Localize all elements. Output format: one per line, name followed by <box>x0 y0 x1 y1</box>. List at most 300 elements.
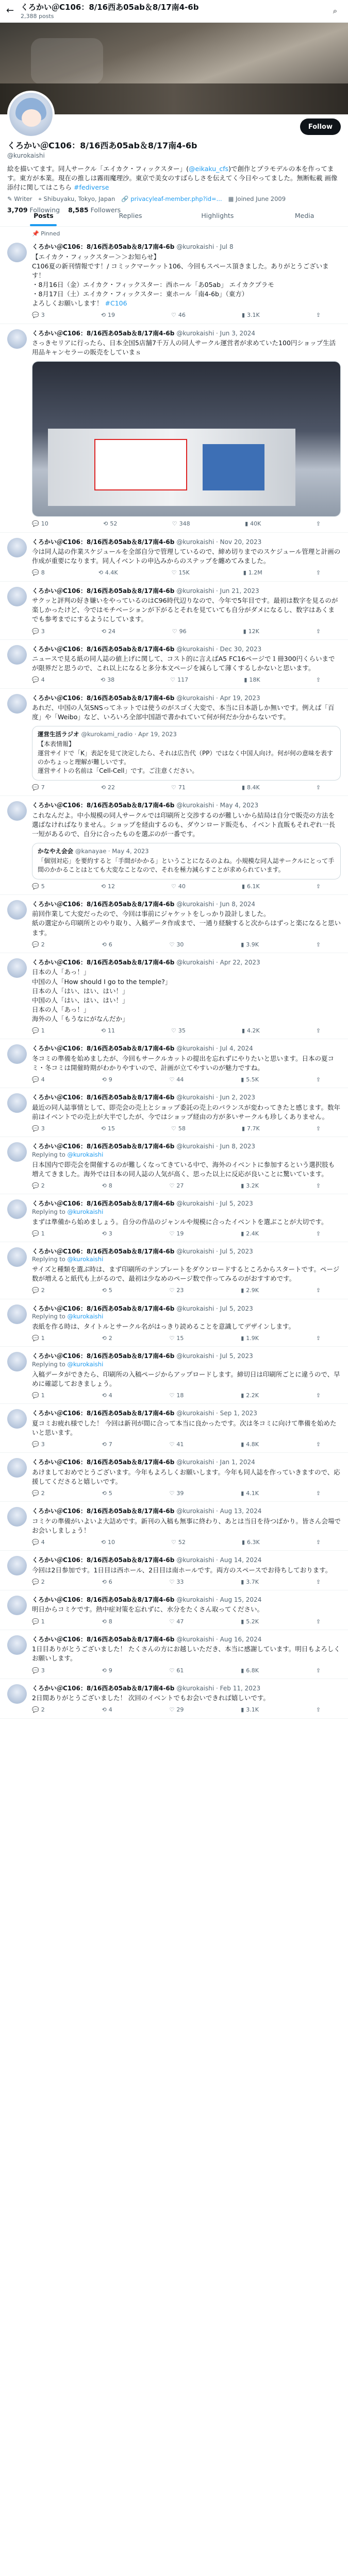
tweet-avatar[interactable] <box>7 1635 27 1655</box>
tweet-avatar[interactable] <box>7 1684 27 1704</box>
reply-button[interactable] <box>32 628 45 635</box>
tweet-text: 【エイカク・フィックスター＞＞お知らせ】 C106夏の新刊情報です！/ コミックマーケット106、今回もスペース頂きました。ありがとうございます！ ・8月16日（金）エイカク・フィックスター：西ホール「あ05ab」 エイカクプラモ ・8月17日（土）エイカク・フィックスター：東ホール「南4-6b」（東方） よろしくお願いします！ #C106 <box>32 252 329 308</box>
tweet-header <box>32 645 341 654</box>
reply-button[interactable] <box>32 883 45 890</box>
tweet-header <box>32 587 341 596</box>
like-button[interactable] <box>171 883 186 890</box>
views-button[interactable] <box>241 1230 259 1238</box>
views-button[interactable] <box>243 569 262 577</box>
retweet-button[interactable] <box>101 1125 115 1132</box>
tweet-handle-date: @kurokaishi · Jul 5, 2023 <box>176 1352 253 1360</box>
views-button[interactable] <box>241 941 259 948</box>
retweet-button[interactable] <box>102 941 112 948</box>
views-button[interactable] <box>242 1538 260 1546</box>
quoted-tweet[interactable] <box>32 843 341 879</box>
views-button[interactable] <box>241 1706 259 1714</box>
heart-icon: ♡ <box>172 628 177 635</box>
like-button[interactable] <box>171 1538 186 1546</box>
tweet-author-name[interactable]: くろかい＠C106：8/16西あ05ab＆8/17南4-6b <box>32 1094 175 1101</box>
retweet-button[interactable] <box>102 1230 112 1238</box>
share-button[interactable] <box>316 1667 321 1674</box>
views-button[interactable] <box>241 1392 259 1399</box>
reply-button[interactable] <box>32 311 45 319</box>
reply-button[interactable] <box>32 1334 45 1342</box>
share-button[interactable] <box>316 628 321 635</box>
tweet-handle-date: @kurokaishi · Jan 1, 2024 <box>176 1459 255 1466</box>
like-count: 47 <box>176 1618 184 1625</box>
tweet-body <box>32 1352 341 1399</box>
retweet-button[interactable] <box>103 520 117 528</box>
retweet-button[interactable] <box>98 569 118 577</box>
views-button[interactable] <box>243 628 259 635</box>
share-button[interactable] <box>316 1489 321 1497</box>
tweet-handle-date: @kurokaishi · Jun 2, 2023 <box>176 1094 256 1101</box>
retweet-button[interactable] <box>102 1392 112 1399</box>
like-button[interactable] <box>170 1286 184 1294</box>
chart-icon: ▮ <box>241 784 245 791</box>
tweet-handle-date: @kurokaishi · May 4, 2023 <box>176 802 259 809</box>
tweet-avatar[interactable] <box>7 243 27 262</box>
reply-button[interactable] <box>32 1706 45 1714</box>
profession-label: ✎ Writer <box>7 195 32 202</box>
tweet-author-name[interactable]: くろかい＠C106：8/16西あ05ab＆8/17南4-6b <box>32 1304 175 1312</box>
like-button[interactable] <box>170 1392 184 1399</box>
tweet[interactable] <box>0 1137 348 1194</box>
tweet-author-name[interactable]: くろかい＠C106：8/16西あ05ab＆8/17南4-6b <box>32 1045 175 1053</box>
like-count: 18 <box>176 1392 184 1399</box>
share-button[interactable] <box>316 1706 321 1714</box>
views-button[interactable] <box>241 1182 259 1190</box>
tweet[interactable] <box>0 1502 348 1551</box>
tweet[interactable] <box>0 1551 348 1590</box>
views-count: 3.9K <box>246 941 259 948</box>
retweet-button[interactable] <box>101 311 115 319</box>
retweet-count: 5 <box>108 1287 112 1294</box>
tab-media[interactable]: Media <box>294 211 314 219</box>
views-count: 2.4K <box>246 1230 259 1237</box>
views-count: 8.4K <box>247 784 260 791</box>
tweet[interactable] <box>0 1347 348 1404</box>
tab-highlights[interactable]: Highlights <box>201 211 234 219</box>
like-button[interactable] <box>171 1125 186 1132</box>
like-button[interactable] <box>170 1230 184 1238</box>
views-count: 2.2K <box>246 1392 259 1399</box>
tweet-author-name[interactable]: くろかい＠C106：8/16西あ05ab＆8/17南4-6b <box>32 243 175 251</box>
tweet-author-name[interactable]: くろかい＠C106：8/16西あ05ab＆8/17南4-6b <box>32 694 175 702</box>
tweet-avatar[interactable] <box>7 645 27 665</box>
share-button[interactable] <box>316 311 321 319</box>
tweet[interactable] <box>0 1039 348 1088</box>
tweet-avatar[interactable] <box>7 1044 27 1064</box>
tweet[interactable] <box>0 1590 348 1630</box>
reply-button[interactable] <box>32 1027 45 1035</box>
retweet-count: 10 <box>107 1538 115 1546</box>
like-button[interactable] <box>170 1489 184 1497</box>
views-button[interactable] <box>245 520 261 528</box>
retweet-count: 12 <box>107 883 115 890</box>
reply-button[interactable] <box>32 569 45 577</box>
views-count: 3.7K <box>246 1578 259 1585</box>
tweet[interactable] <box>0 895 348 953</box>
retweet-count: 3 <box>108 1230 112 1237</box>
reply-icon: 💬 <box>32 569 39 577</box>
heart-icon: ♡ <box>172 520 177 528</box>
quoted-tweet[interactable] <box>32 726 341 780</box>
tweet[interactable] <box>0 796 348 895</box>
tweet-author-name[interactable]: くろかい＠C106：8/16西あ05ab＆8/17南4-6b <box>32 538 175 546</box>
tweet-author-name[interactable]: くろかい＠C106：8/16西あ05ab＆8/17南4-6b <box>32 1684 175 1692</box>
views-button[interactable] <box>241 1334 259 1342</box>
tweet[interactable] <box>0 1194 348 1242</box>
reply-button[interactable] <box>32 1230 45 1238</box>
tweet-avatar[interactable] <box>7 801 27 821</box>
tweet[interactable] <box>0 640 348 689</box>
views-button[interactable] <box>241 1489 259 1497</box>
views-button[interactable] <box>242 1125 260 1132</box>
views-count: 6.3K <box>247 1538 260 1546</box>
tweet-avatar[interactable] <box>7 1304 27 1324</box>
share-button[interactable] <box>316 676 321 684</box>
tweet[interactable] <box>0 1404 348 1453</box>
tweet-avatar[interactable] <box>7 1458 27 1478</box>
views-count: 7.7K <box>247 1125 260 1132</box>
tweet[interactable] <box>0 533 348 582</box>
tweet-actions <box>32 1706 321 1714</box>
tweet-body <box>32 1556 341 1586</box>
tweet-avatar[interactable] <box>7 958 27 978</box>
reply-count: 2 <box>41 1706 45 1714</box>
tweet-actions <box>32 1182 321 1190</box>
retweet-button[interactable] <box>102 1578 112 1586</box>
share-button[interactable] <box>316 1230 321 1238</box>
followers-count[interactable]: 8,585 Followers <box>68 206 121 214</box>
tweet-author-name[interactable]: くろかい＠C106：8/16西あ05ab＆8/17南4-6b <box>32 587 175 595</box>
tweet-author-name[interactable]: くろかい＠C106：8/16西あ05ab＆8/17南4-6b <box>32 1596 175 1603</box>
share-button[interactable] <box>316 1440 321 1448</box>
profile-info <box>7 140 341 214</box>
profile-avatar[interactable] <box>7 91 55 138</box>
reply-icon: 💬 <box>32 1706 39 1714</box>
tweet-avatar[interactable] <box>7 1093 27 1113</box>
tweet-avatar[interactable] <box>7 538 27 557</box>
profile-name: くろかい＠C106：8/16西あ05ab＆8/17南4-6b <box>7 141 197 150</box>
like-button[interactable] <box>170 1667 184 1674</box>
replying-to-handle[interactable]: @kurokaishi <box>67 1360 104 1368</box>
tweet[interactable] <box>0 582 348 640</box>
retweet-icon: ⟲ <box>102 1706 107 1714</box>
top-bar <box>0 0 348 23</box>
views-button[interactable] <box>242 1027 260 1035</box>
tweet-header <box>32 958 341 967</box>
heart-icon: ♡ <box>169 1578 175 1585</box>
tweet-actions <box>32 883 321 890</box>
tweet-header <box>32 1142 341 1151</box>
tweet-avatar[interactable] <box>7 1247 27 1267</box>
share-button[interactable] <box>316 1182 321 1190</box>
tweet-avatar[interactable] <box>7 900 27 920</box>
reply-button[interactable] <box>32 1578 45 1586</box>
tweet[interactable] <box>0 238 348 324</box>
tweet-photo[interactable] <box>32 361 341 517</box>
tab-posts[interactable]: Posts <box>0 205 87 226</box>
views-button[interactable] <box>241 1286 259 1294</box>
retweet-count: 15 <box>107 1125 115 1132</box>
share-button[interactable] <box>316 1538 321 1546</box>
like-button[interactable] <box>170 1618 184 1625</box>
profile-name-row <box>7 140 341 151</box>
like-button[interactable] <box>172 569 190 577</box>
tweet-header <box>32 1556 341 1565</box>
share-button[interactable] <box>316 941 321 948</box>
tweet-handle-date: @kurokaishi · Jul 5, 2023 <box>176 1200 253 1208</box>
tweet-body <box>32 1684 341 1714</box>
share-button[interactable] <box>316 1618 321 1625</box>
reply-button[interactable] <box>32 1076 45 1083</box>
reply-button[interactable] <box>32 520 48 528</box>
reply-button[interactable] <box>32 1489 45 1497</box>
like-button[interactable] <box>170 1706 184 1714</box>
tweet-actions <box>32 1538 321 1546</box>
like-button[interactable] <box>171 311 186 319</box>
share-icon: ⇪ <box>316 1230 321 1237</box>
tweet-author-name[interactable]: くろかい＠C106：8/16西あ05ab＆8/17南4-6b <box>32 900 175 908</box>
tweet-avatar[interactable] <box>7 1142 27 1162</box>
share-icon: ⇪ <box>316 676 321 684</box>
share-icon: ⇪ <box>316 1027 321 1035</box>
reply-button[interactable] <box>32 784 45 791</box>
tweet[interactable] <box>0 953 348 1039</box>
tweet-avatar[interactable] <box>7 694 27 714</box>
tweet[interactable] <box>0 1299 348 1347</box>
retweet-count: 4.4K <box>105 569 118 577</box>
views-button[interactable] <box>241 1440 259 1448</box>
reply-button[interactable] <box>32 676 45 684</box>
like-button[interactable] <box>170 1440 184 1448</box>
share-icon: ⇪ <box>316 520 321 528</box>
share-button[interactable] <box>316 1286 321 1294</box>
reply-button[interactable] <box>32 1618 45 1625</box>
profile-link[interactable]: 🔗 privacyleaf-member.php?id=... <box>121 195 222 202</box>
retweet-button[interactable] <box>101 1538 115 1546</box>
tweet-author-name[interactable]: くろかい＠C106：8/16西あ05ab＆8/17南4-6b <box>32 645 175 653</box>
retweet-button[interactable] <box>102 1286 112 1294</box>
retweet-button[interactable] <box>101 1027 115 1035</box>
views-button[interactable] <box>242 311 260 319</box>
tweet[interactable] <box>0 1679 348 1719</box>
retweet-button[interactable] <box>102 1489 112 1497</box>
share-button[interactable] <box>316 1334 321 1342</box>
share-button[interactable] <box>316 1027 321 1035</box>
chart-icon: ▮ <box>241 1618 244 1625</box>
replying-to-handle[interactable]: @kurokaishi <box>67 1150 104 1158</box>
like-button[interactable] <box>170 1182 184 1190</box>
tweet-actions <box>32 1286 321 1294</box>
back-arrow-icon[interactable]: ← <box>6 5 14 16</box>
share-icon: ⇪ <box>316 1618 321 1625</box>
tweet-author-name[interactable]: くろかい＠C106：8/16西あ05ab＆8/17南4-6b <box>32 1410 175 1417</box>
search-icon[interactable]: ⌕ <box>333 6 338 16</box>
retweet-button[interactable] <box>102 628 115 635</box>
tweet-author-name[interactable]: くろかい＠C106：8/16西あ05ab＆8/17南4-6b <box>32 1507 175 1515</box>
share-button[interactable] <box>316 883 321 890</box>
views-button[interactable] <box>244 676 260 684</box>
replying-to-handle[interactable]: @kurokaishi <box>67 1208 104 1215</box>
tweet-actions <box>32 1618 321 1625</box>
tweet-author-name[interactable]: くろかい＠C106：8/16西あ05ab＆8/17南4-6b <box>32 802 175 809</box>
reply-button[interactable] <box>32 1125 45 1132</box>
tweet-handle-date: @kurokaishi · Apr 19, 2023 <box>176 694 260 702</box>
share-icon: ⇪ <box>316 1578 321 1585</box>
like-button[interactable] <box>171 784 186 791</box>
tweet-author-name[interactable]: くろかい＠C106：8/16西あ05ab＆8/17南4-6b <box>32 1352 175 1360</box>
retweet-icon: ⟲ <box>102 941 107 948</box>
tweet-actions <box>32 1440 321 1448</box>
tweet-author-name[interactable]: くろかい＠C106：8/16西あ05ab＆8/17南4-6b <box>32 329 175 337</box>
reply-button[interactable] <box>32 1440 45 1448</box>
retweet-button[interactable] <box>102 1667 112 1674</box>
bio-mention-link[interactable]: @eikaku_cfs <box>189 164 229 173</box>
reply-icon: 💬 <box>32 1335 39 1342</box>
reply-count: 8 <box>41 569 45 577</box>
reply-icon: 💬 <box>32 1230 39 1237</box>
views-button[interactable] <box>241 1618 259 1625</box>
reply-icon: 💬 <box>32 1489 39 1497</box>
reply-count: 1 <box>41 1335 45 1342</box>
like-button[interactable] <box>170 676 188 684</box>
retweet-icon: ⟲ <box>101 312 106 319</box>
tweet-header <box>32 1409 341 1418</box>
like-button[interactable] <box>170 1334 184 1342</box>
share-button[interactable] <box>316 1076 321 1083</box>
tweet-avatar[interactable] <box>7 1507 27 1527</box>
views-button[interactable] <box>242 784 260 791</box>
tweet-avatar[interactable] <box>7 1199 27 1219</box>
tweet[interactable] <box>0 1453 348 1502</box>
bio-hashtag[interactable]: #fediverse <box>74 183 109 191</box>
tweet[interactable] <box>0 1630 348 1679</box>
share-button[interactable] <box>316 1392 321 1399</box>
like-button[interactable] <box>170 941 184 948</box>
tweet-author-name[interactable]: くろかい＠C106：8/16西あ05ab＆8/17南4-6b <box>32 1247 175 1255</box>
views-button[interactable] <box>242 883 260 890</box>
follow-button[interactable]: Follow <box>300 118 341 135</box>
tweet-text: 夏コミお疲れ様でした！ 今回は新刊が間に合って本当に良かったです。次は冬コミに向けて準備を始めたいと思います。 <box>32 1419 337 1436</box>
like-count: 52 <box>178 1538 186 1546</box>
retweet-count: 4 <box>108 1392 112 1399</box>
tweet-body <box>32 958 341 1035</box>
tweet-avatar[interactable] <box>7 1556 27 1575</box>
like-button[interactable] <box>170 1578 184 1586</box>
replying-to-handle[interactable]: @kurokaishi <box>67 1256 104 1263</box>
tweet[interactable] <box>0 324 348 533</box>
tweet-body <box>32 1596 341 1625</box>
heart-icon: ♡ <box>171 1027 176 1035</box>
retweet-button[interactable] <box>102 1618 112 1625</box>
tweet-author-name[interactable]: くろかい＠C106：8/16西あ05ab＆8/17南4-6b <box>32 1459 175 1466</box>
tab-replies[interactable]: Replies <box>119 211 142 219</box>
views-button[interactable] <box>241 1578 259 1586</box>
reply-button[interactable] <box>32 1538 45 1546</box>
share-button[interactable] <box>316 1125 321 1132</box>
like-button[interactable] <box>171 1027 186 1035</box>
tweet-handle-date: @kurokaishi · Aug 15, 2024 <box>176 1596 262 1603</box>
tweet-actions <box>32 1125 321 1132</box>
reply-button[interactable] <box>32 941 45 948</box>
retweet-button[interactable] <box>102 1076 112 1083</box>
retweet-button[interactable] <box>102 1440 112 1448</box>
tweet-avatar[interactable] <box>7 587 27 606</box>
share-button[interactable] <box>316 784 321 791</box>
reply-count: 2 <box>41 1489 45 1497</box>
tweet[interactable] <box>0 1088 348 1137</box>
like-count: 44 <box>176 1076 184 1083</box>
tweet[interactable] <box>0 689 348 796</box>
reply-count: 1 <box>41 1392 45 1399</box>
retweet-button[interactable] <box>102 1334 112 1342</box>
like-count: 23 <box>176 1287 184 1294</box>
tweet-avatar[interactable] <box>7 329 27 349</box>
share-button[interactable] <box>316 520 321 528</box>
reply-count: 1 <box>41 1618 45 1625</box>
reply-icon: 💬 <box>32 941 39 948</box>
retweet-button[interactable] <box>102 1182 112 1190</box>
views-button[interactable] <box>241 1076 259 1083</box>
like-button[interactable] <box>172 520 190 528</box>
share-button[interactable] <box>316 569 321 577</box>
views-button[interactable] <box>241 1667 259 1674</box>
tweet-text: 1日目ありがとうございました！ たくさんの方にお越しいただき、本当に感謝しています。明日もよろしくお願いします。 <box>32 1645 340 1663</box>
tweet-author-name[interactable]: くろかい＠C106：8/16西あ05ab＆8/17南4-6b <box>32 1200 175 1208</box>
reply-button[interactable] <box>32 1182 45 1190</box>
retweet-button[interactable] <box>101 676 114 684</box>
tweet[interactable] <box>0 1242 348 1299</box>
share-button[interactable] <box>316 1578 321 1586</box>
like-button[interactable] <box>172 628 187 635</box>
retweet-icon: ⟲ <box>102 1618 107 1625</box>
reply-count: 2 <box>41 1578 45 1585</box>
tweet-author-name[interactable]: くろかい＠C106：8/16西あ05ab＆8/17南4-6b <box>32 1143 175 1150</box>
tweet-actions <box>32 569 321 577</box>
replying-to-handle[interactable]: @kurokaishi <box>67 1313 104 1320</box>
reply-button[interactable] <box>32 1286 45 1294</box>
replying-to: Replying to @kurokaishi <box>32 1360 104 1368</box>
tweet-author-name[interactable]: くろかい＠C106：8/16西あ05ab＆8/17南4-6b <box>32 1635 175 1643</box>
reply-button[interactable] <box>32 1667 45 1674</box>
tweet-avatar[interactable] <box>7 1352 27 1371</box>
reply-count: 10 <box>41 520 48 528</box>
location-label: ⌖ Shibuyaku, Tokyo, Japan <box>38 195 115 202</box>
tweet-avatar[interactable] <box>7 1409 27 1429</box>
tweet-author-name[interactable]: くろかい＠C106：8/16西あ05ab＆8/17南4-6b <box>32 1556 175 1564</box>
reply-icon: 💬 <box>32 1578 39 1585</box>
retweet-icon: ⟲ <box>102 1230 107 1237</box>
tweet-avatar[interactable] <box>7 1596 27 1615</box>
reply-button[interactable] <box>32 1392 45 1399</box>
retweet-button[interactable] <box>102 1706 112 1714</box>
tweet-actions <box>32 1578 321 1586</box>
retweet-button[interactable] <box>101 883 115 890</box>
like-count: 15 <box>176 1335 184 1342</box>
tweet-hashtag[interactable]: #C106 <box>105 299 127 308</box>
tweet-body <box>32 1093 341 1132</box>
like-button[interactable] <box>170 1076 184 1083</box>
quoted-tweet-header <box>38 848 335 856</box>
retweet-button[interactable] <box>101 784 115 791</box>
following-count[interactable]: 3,709 Following <box>7 206 60 214</box>
views-count: 2.9K <box>246 1287 259 1294</box>
tweet-author-name[interactable]: くろかい＠C106：8/16西あ05ab＆8/17南4-6b <box>32 958 175 966</box>
tweet-text: さっきセリアに行ったら、日本全国5店舗7千万人の同人サークル運営者が求めていた100円ショップ生活用品キャンセラーの販売をしていまｓ <box>32 339 336 357</box>
